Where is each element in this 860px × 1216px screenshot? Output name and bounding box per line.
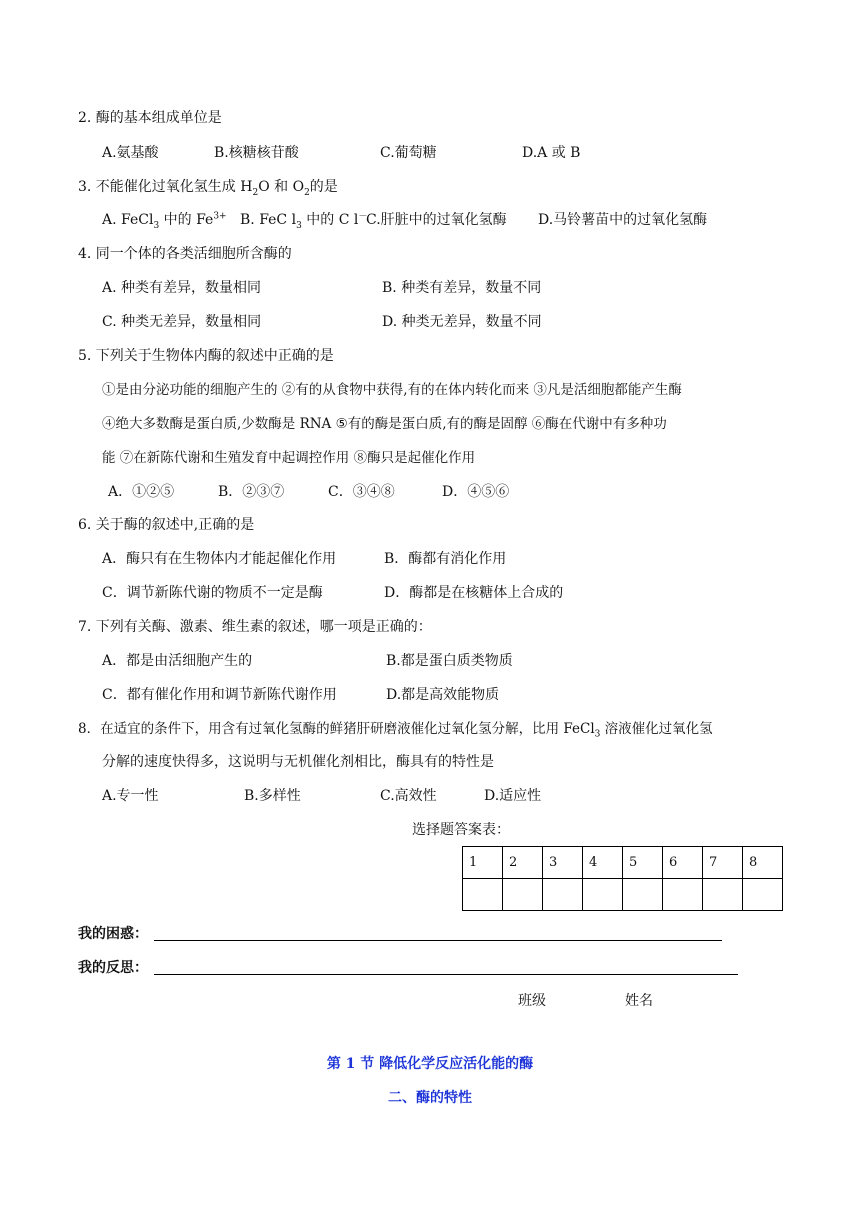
question-8-option-b: B.多样性 — [244, 788, 301, 804]
question-2-option-d: D.A 或 B — [522, 145, 581, 161]
question-6-option-b: B．酶都有消化作用 — [384, 551, 507, 567]
answer-cell[interactable] — [703, 879, 743, 911]
answer-table-header-cell: 2 — [503, 847, 543, 879]
answer-cell[interactable] — [543, 879, 583, 911]
answer-table-header-cell: 1 — [463, 847, 503, 879]
answer-table-header-cell: 7 — [703, 847, 743, 879]
answer-table-header-cell: 8 — [743, 847, 783, 879]
question-4-stem: 4. 同一个体的各类活细胞所含酶的 — [78, 246, 292, 262]
question-5-option-c: C．③④⑧ — [328, 484, 395, 500]
question-3-option-b: B. FeC $l_3$ 中的 C l－ — [240, 211, 368, 231]
question-2-option-a: A.氨基酸 — [102, 145, 159, 161]
question-3-stem: 3. 不能催化过氧化氢生成 $H_2O$ 和 $O_2$的是 — [78, 179, 338, 198]
answer-table-header-cell: 4 — [583, 847, 623, 879]
question-7-option-a: A．都是由活细胞产生的 — [102, 653, 253, 669]
class-label: 班级 — [518, 993, 546, 1009]
question-3-option-a: A. FeCl$_3$ 中的 $Fe^{3+}$ — [102, 211, 227, 231]
question-7-option-d: D.都是高效能物质 — [386, 687, 500, 703]
answer-cell[interactable] — [463, 879, 503, 911]
question-3-option-d: D.马铃薯苗中的过氧化氢酶 — [538, 212, 708, 228]
answer-cell[interactable] — [623, 879, 663, 911]
confusion-label: 我的困惑： — [78, 926, 148, 942]
question-4-option-c: C. 种类无差异，数量相同 — [102, 314, 262, 330]
question-5-option-a: A．①②⑤ — [108, 484, 175, 500]
question-4-option-b: B. 种类有差异，数量不同 — [382, 280, 542, 296]
question-8-option-c: C.高效性 — [380, 788, 437, 804]
reflection-answer-line[interactable] — [154, 974, 738, 975]
question-5-statements-line-1: ①是由分泌功能的细胞产生的 ②有的从食物中获得,有的在体内转化而来 ③凡是活细胞都能产生酶 — [102, 382, 682, 398]
answer-table-header-cell: 6 — [663, 847, 703, 879]
question-5-statements-line-3: 能 ⑦在新陈代谢和生殖发育中起调控作用 ⑧酶只是起催化作用 — [102, 450, 476, 466]
question-5-option-d: D．④⑤⑥ — [442, 484, 510, 500]
answer-table-title: 选择题答案表： — [412, 822, 510, 838]
question-2-stem: 2. 酶的基本组成单位是 — [78, 110, 222, 126]
answer-cell[interactable] — [583, 879, 623, 911]
question-8-option-a: A.专一性 — [102, 788, 159, 804]
question-7-stem: 7. 下列有关酶、激素、维生素的叙述，哪一项是正确的： — [78, 619, 432, 635]
question-7-option-c: C．都有催化作用和调节新陈代谢作用 — [102, 687, 337, 703]
answer-cell[interactable] — [743, 879, 783, 911]
question-8-option-d: D.适应性 — [484, 788, 542, 804]
answer-table-header-row — [463, 847, 783, 879]
section-subtitle: 二、酶的特性 — [388, 1090, 472, 1106]
question-4-option-a: A. 种类有差异，数量相同 — [102, 280, 262, 296]
answer-table — [462, 846, 783, 911]
question-6-option-c: C．调节新陈代谢的物质不一定是酶 — [102, 585, 323, 601]
question-2-option-c: C.葡萄糖 — [380, 145, 437, 161]
answer-cell[interactable] — [503, 879, 543, 911]
question-5-option-b: B．②③⑦ — [218, 484, 285, 500]
answer-cell[interactable] — [663, 879, 703, 911]
reflection-label: 我的反思： — [78, 960, 148, 976]
question-7-option-b: B.都是蛋白质类物质 — [386, 653, 513, 669]
section-title: 第 1 节 降低化学反应活化能的酶 — [326, 1056, 534, 1072]
question-3-option-c: C.肝脏中的过氧化氢酶 — [366, 212, 507, 228]
answer-table-answer-row — [463, 879, 783, 911]
answer-table-header-cell: 3 — [543, 847, 583, 879]
question-5-statements-line-2: ④绝大多数酶是蛋白质,少数酶是 RNA ⑤有的酶是蛋白质,有的酶是固醇 ⑥酶在代谢中有多种功 — [102, 416, 667, 432]
answer-table-header-cell: 5 — [623, 847, 663, 879]
question-5-stem: 5. 下列关于生物体内酶的叙述中正确的是 — [78, 348, 334, 364]
name-label: 姓名 — [625, 993, 653, 1009]
question-6-stem: 6. 关于酶的叙述中,正确的是 — [78, 517, 255, 533]
confusion-answer-line[interactable] — [154, 940, 722, 941]
question-6-option-a: A．酶只有在生物体内才能起催化作用 — [102, 551, 337, 567]
question-8-stem-line-1: 8．在适宜的条件下，用含有过氧化氢酶的鲜猪肝研磨液催化过氧化氢分解，比用 FeCl$_3$ 溶液催化过氧化氢 — [78, 721, 713, 740]
question-4-option-d: D. 种类无差异，数量不同 — [382, 314, 542, 330]
question-2-option-b: B.核糖核苷酸 — [214, 145, 299, 161]
question-8-stem-line-2: 分解的速度快得多，这说明与无机催化剂相比，酶具有的特性是 — [102, 754, 494, 770]
question-6-option-d: D．酶都是在核糖体上合成的 — [384, 585, 564, 601]
